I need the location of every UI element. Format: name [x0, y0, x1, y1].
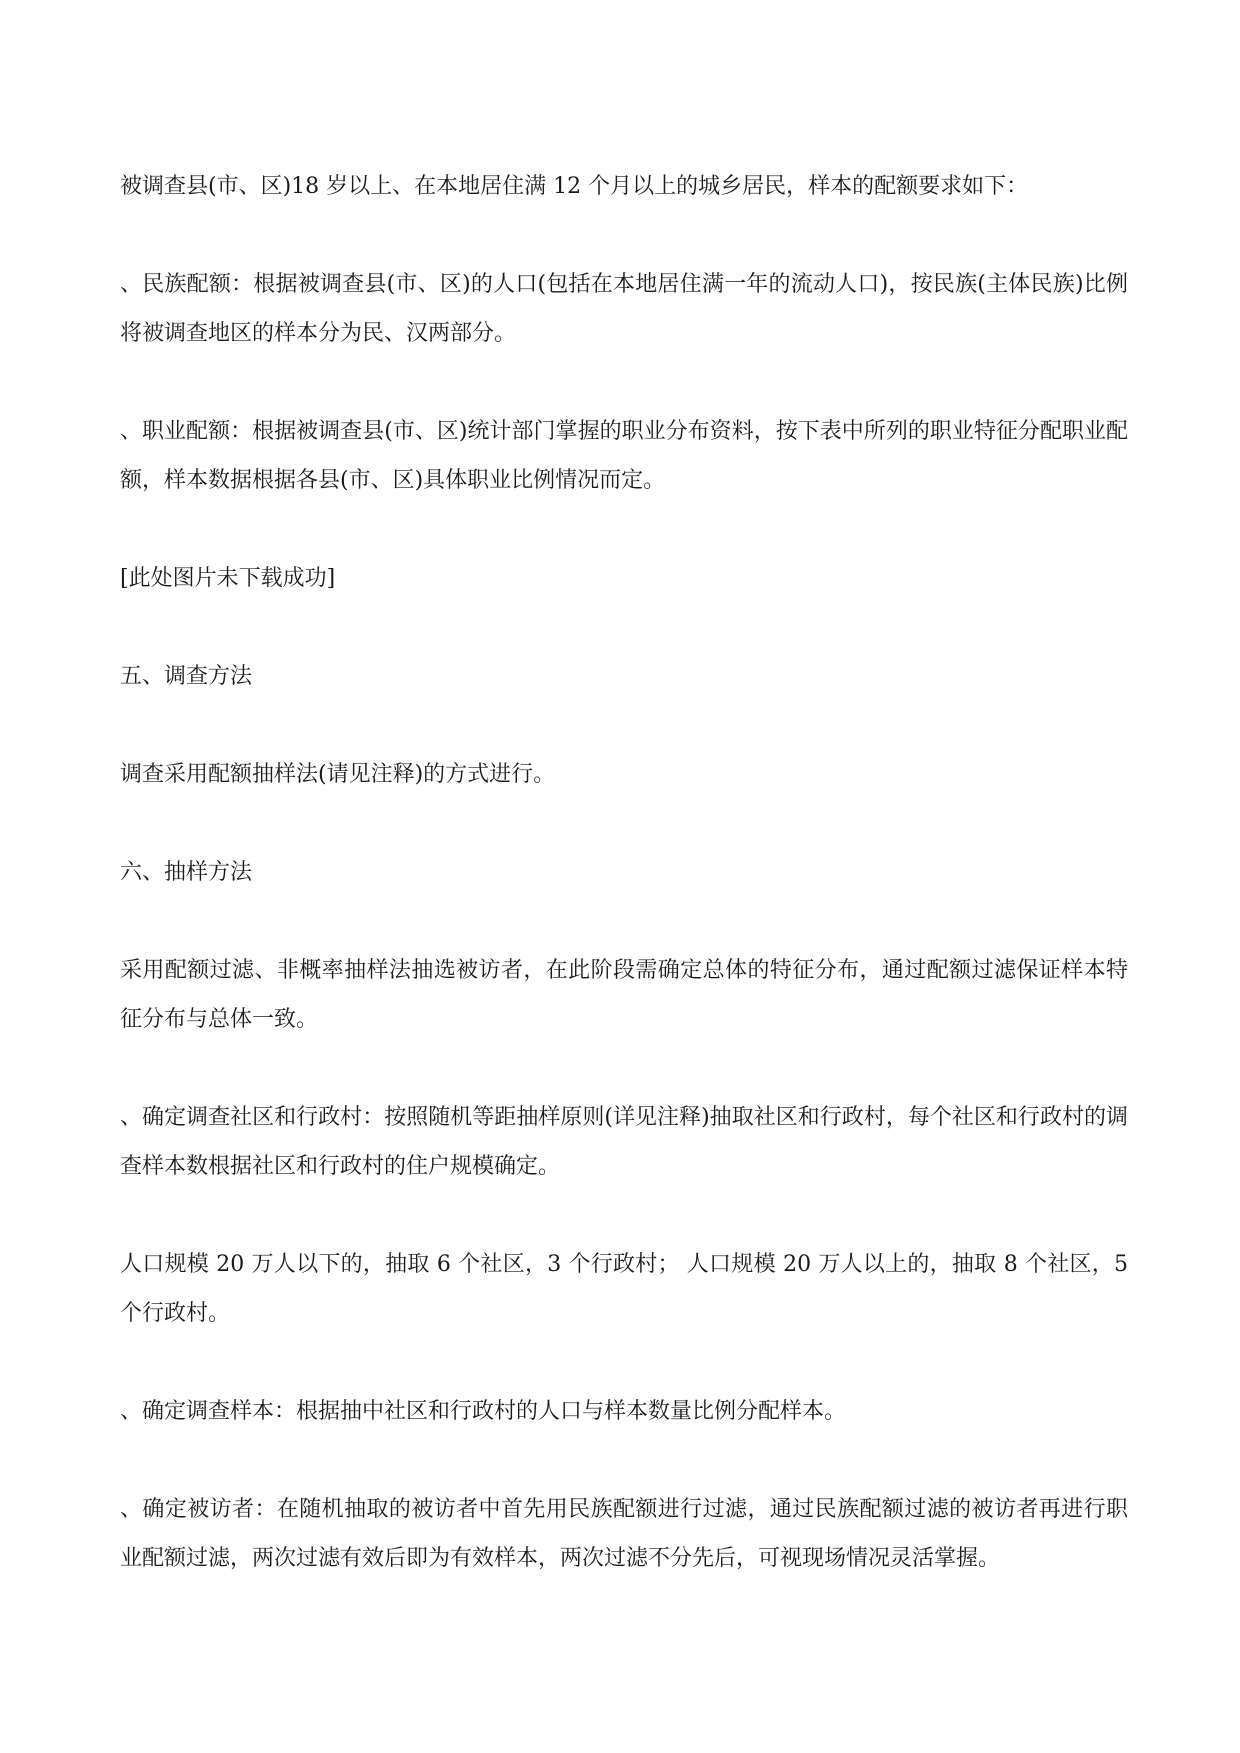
paragraph-select-communities: 、确定调查社区和行政村：按照随机等距抽样原则(详见注释)抽取社区和行政村，每个社区和行政村的调查样本数根据社区和行政村的住户规模确定。 [120, 1105, 1128, 1179]
paragraph-ethnic-quota: 、民族配额：根据被调查县(市、区)的人口(包括在本地居住满一年的流动人口)，按民族(主体民族)比例将被调查地区的样本分为民、汉两部分。 [120, 272, 1128, 346]
paragraph-occupation-quota: 、职业配额：根据被调查县(市、区)统计部门掌握的职业分布资料，按下表中所列的职业特征分配职业配额，样本数据根据各县(市、区)具体职业比例情况而定。 [120, 419, 1128, 493]
paragraph-survey-method: 调查采用配额抽样法(请见注释)的方式进行。 [120, 762, 556, 787]
section-heading-sampling-method: 六、抽样方法 [120, 860, 253, 885]
paragraph-sampling-method: 采用配额过滤、非概率抽样法抽选被访者，在此阶段需确定总体的特征分布，通过配额过滤保证样本特征分布与总体一致。 [120, 958, 1128, 1032]
paragraph-select-respondents: 、确定被访者：在随机抽取的被访者中首先用民族配额进行过滤，通过民族配额过滤的被访者再进行职业配额过滤，两次过滤有效后即为有效样本，两次过滤不分先后，可视现场情况灵活掌握。 [120, 1497, 1128, 1571]
image-missing-placeholder: [此处图片未下载成功] [120, 566, 336, 591]
section-heading-survey-method: 五、调查方法 [120, 664, 253, 689]
paragraph-select-samples: 、确定调查样本：根据抽中社区和行政村的人口与样本数量比例分配样本。 [120, 1399, 847, 1424]
document-body [120, 162, 1128, 1583]
paragraph-respondent-scope: 被调查县(市、区)18 岁以上、在本地居住满 12 个月以上的城乡居民，样本的配额要求如下： [120, 174, 1029, 199]
paragraph-population-scale: 人口规模 20 万人以下的，抽取 6 个社区，3 个行政村； 人口规模 20 万人以上的，抽取 8 个社区，5 个行政村。 [120, 1252, 1128, 1326]
